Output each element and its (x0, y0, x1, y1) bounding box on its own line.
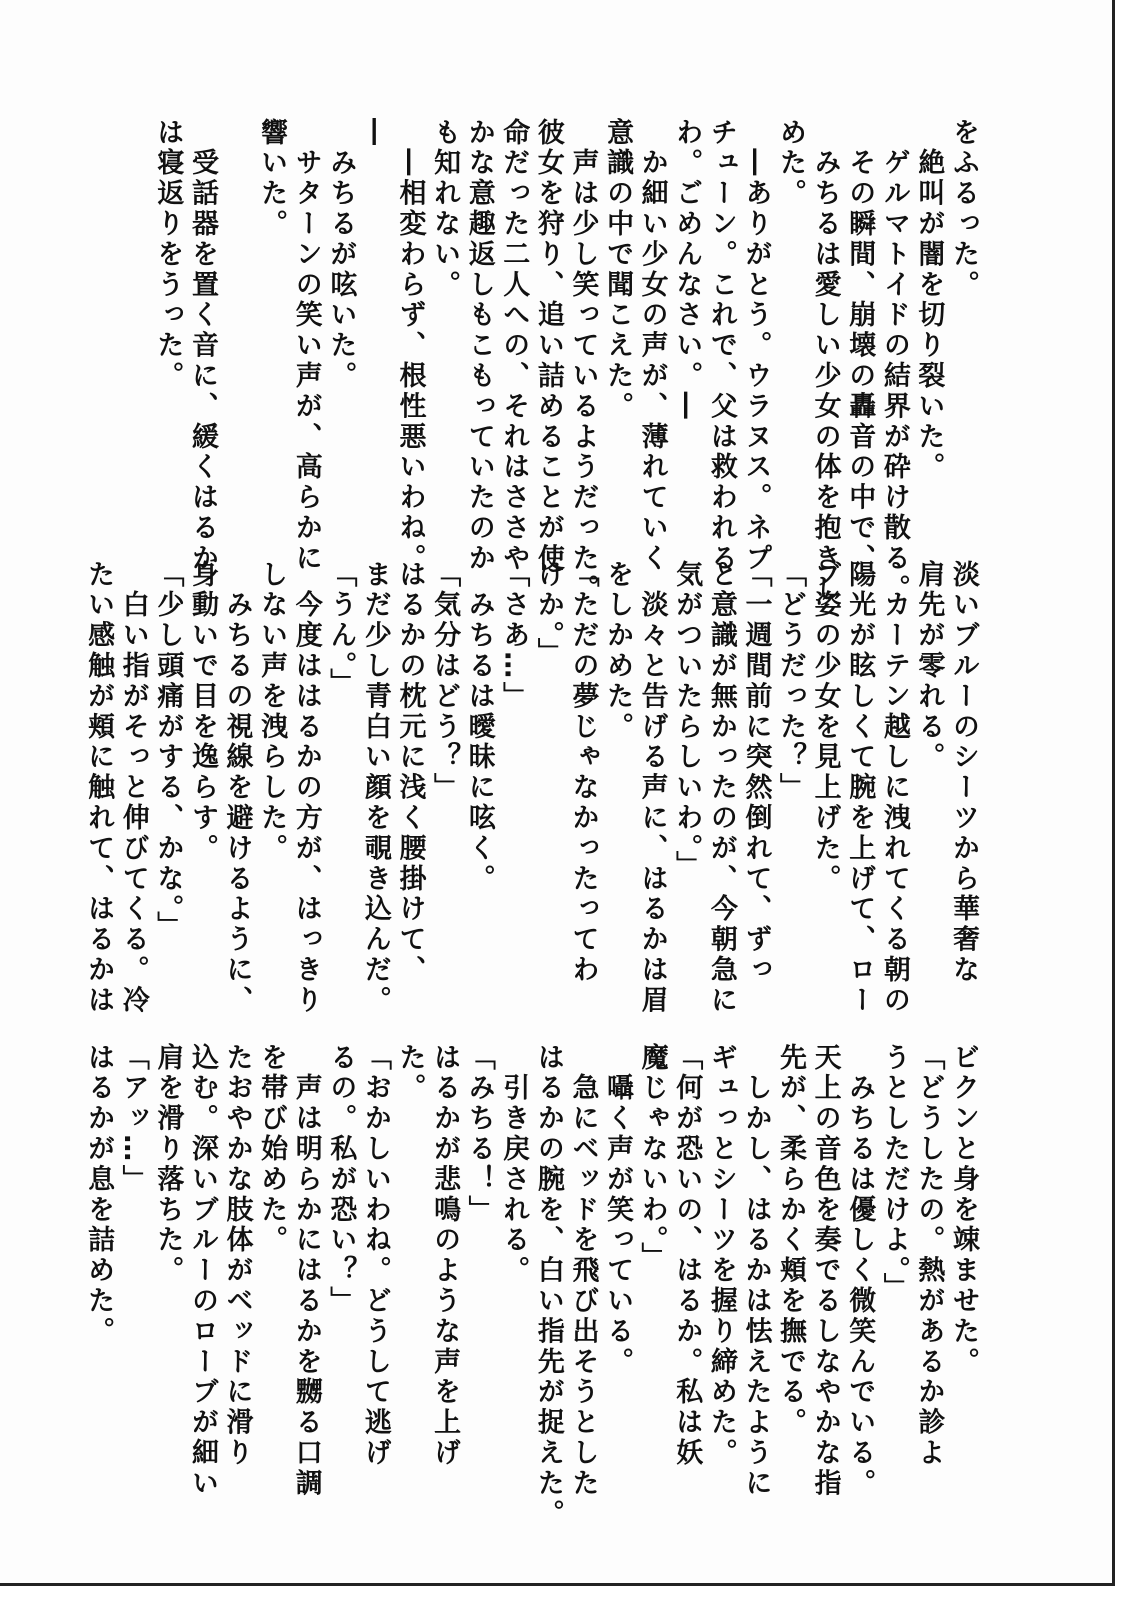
text-block-middle (83, 560, 980, 1016)
text-line: 肩先が零れる。 (913, 560, 945, 773)
text-line: みちるの視線を避けるように、 (221, 560, 253, 1016)
text-line: はるかの腕を、白い指先が捉えた。 (532, 1043, 564, 1530)
text-line: 「うん。」 (325, 560, 357, 699)
text-line: 「さあ…」 (498, 560, 530, 712)
text-line: ブ姿の少女を見上げた。 (809, 560, 841, 895)
text-line: ギュっとシーツを握り締めた。 (705, 1043, 737, 1469)
text-line: も知れない。 (429, 118, 461, 301)
text-line: は寝返りをうった。 (152, 118, 184, 392)
text-line: その瞬間、崩壊の轟音の中で、 (844, 118, 876, 574)
text-line: 込む。深いブルーのローブが細い (186, 1043, 218, 1499)
text-line: たおやかな肢体がベッドに滑り (221, 1043, 253, 1469)
text-line: カーテン越しに洩れてくる朝の (878, 560, 910, 1016)
text-line: と意識が無かったのが、今朝急に (705, 560, 737, 1016)
text-line: サターンの笑い声が、高らかに (290, 118, 322, 574)
text-line: たい感触が頬に触れて、はるかは (83, 560, 115, 1016)
text-line: るの。私が恐い？」 (325, 1043, 357, 1317)
text-line: 響いた。 (256, 118, 288, 240)
text-line: みちるは優しく微笑んでいる。 (844, 1043, 876, 1499)
text-line: しない声を洩らした。 (256, 560, 288, 864)
text-line: 「少し頭痛がする、かな。」 (152, 560, 184, 942)
text-line: をしかめた。 (602, 560, 634, 743)
text-line: ゲルマトイドの結界が砕け散る。 (878, 118, 910, 605)
text-line: 気がついたらしいわ。」 (671, 560, 703, 881)
text-line: た。 (394, 1043, 426, 1104)
text-line: 淡いブルーのシーツから華奢な (948, 560, 979, 986)
text-line: 「気分はどう？」 (429, 560, 461, 804)
text-block-top (120, 118, 980, 605)
text-line: ビクンと身を竦ませた。 (948, 1043, 979, 1378)
text-line: ―ありがとう。ウラヌス。ネプ (740, 118, 772, 574)
text-line: しかし、はるかは怯えたように (740, 1043, 772, 1499)
text-line: 受話器を置く音に、緩くはるか (186, 118, 218, 574)
text-line: 身動いで目を逸らす。 (186, 560, 218, 864)
text-line: はるかが悲鳴のような声を上げ (429, 1043, 461, 1469)
text-line: 「一週間前に突然倒れて、ずっ (740, 560, 772, 986)
text-line: ― (359, 118, 391, 149)
text-line: めた。 (775, 118, 807, 210)
text-line: 声は少し笑っているようだった。 (567, 118, 599, 605)
text-line: 声は明らかにはるかを嬲る口調 (290, 1043, 322, 1499)
text-line: か細い少女の声が、薄れていく (636, 118, 668, 574)
text-line: 肩を滑り落ちた。 (152, 1043, 184, 1287)
text-line: 彼女を狩り、追い詰めることが使 (532, 118, 564, 574)
text-line: 命だった二人への、それはささや (498, 118, 530, 574)
text-line: 陽光が眩しくて腕を上げて、ロー (844, 560, 876, 1016)
text-line: みちるが呟いた。 (325, 118, 357, 392)
text-line: 「おかしいわね。どうして逃げ (359, 1043, 391, 1469)
text-line: はるかが息を詰めた。 (83, 1043, 115, 1347)
text-line: 「何が恐いの、はるか。私は妖 (671, 1043, 703, 1469)
text-line: 「みちる！」 (463, 1043, 495, 1226)
text-line: みちるは愛しい少女の体を抱きし (809, 118, 841, 605)
text-line: 「ただの夢じゃなかったってわ (567, 560, 599, 986)
text-line: 急にベッドを飛び出そうとした (567, 1043, 599, 1499)
text-line: 意識の中で聞こえた。 (602, 118, 634, 422)
text-line: 白い指がそっと伸びてくる。冷 (117, 560, 149, 1016)
text-line: を帯び始めた。 (256, 1043, 288, 1256)
text-line (219, 118, 254, 558)
text-line: 淡々と告げる声に、はるかは眉 (636, 560, 668, 1016)
text-line: 絶叫が闇を切り裂いた。 (913, 118, 945, 483)
text-line: 「アッ…」 (117, 1043, 149, 1195)
text-line: 今度ははるかの方が、はっきり (290, 560, 322, 1016)
text-line: 「どうしたの。熱があるか診よ (913, 1043, 945, 1469)
text-line: うとしただけよ。」 (878, 1043, 910, 1304)
text-line: ―相変わらず、根性悪いわね。 (394, 118, 426, 574)
text-line: かな意趣返しもこもっていたのか (463, 118, 495, 574)
text-line: みちるは曖昧に呟く。 (463, 560, 495, 895)
text-line: をふるった。 (948, 118, 979, 301)
text-line: 「どうだった？」 (775, 560, 807, 804)
text-line: 魔じゃないわ。」 (636, 1043, 668, 1273)
text-line: わ。ごめんなさい。― (671, 118, 703, 422)
text-block-bottom (83, 1043, 980, 1530)
text-line: 先が、柔らかく頬を撫でる。 (775, 1043, 807, 1439)
text-line: まだ少し青白い顔を覗き込んだ。 (359, 560, 391, 1016)
text-line: チューン。これで、父は救われる (705, 118, 737, 574)
text-line: 引き戻される。 (498, 1043, 530, 1287)
text-line: 囁く声が笑っている。 (602, 1043, 634, 1378)
text-line: けか。」 (532, 560, 564, 669)
text-line: はるかの枕元に浅く腰掛けて、 (394, 560, 426, 986)
text-line: 天上の音色を奏でるしなやかな指 (809, 1043, 841, 1499)
